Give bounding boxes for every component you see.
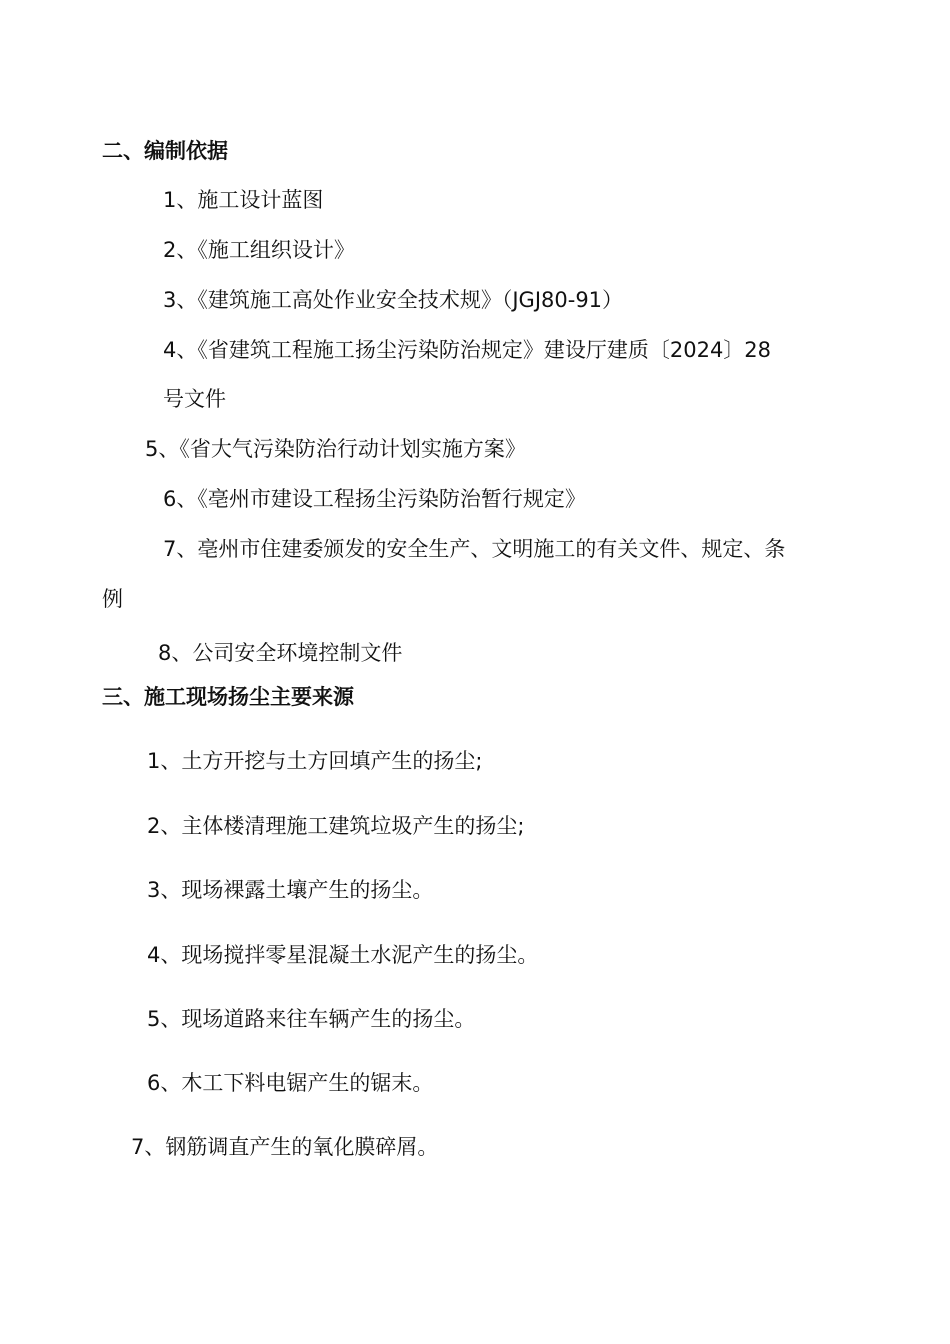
section-heading-dust-sources: 三、施工现场扬尘主要来源 — [102, 685, 354, 709]
section-heading-basis: 二、编制依据 — [102, 139, 228, 163]
list-item: 7、亳州市住建委颁发的安全生产、文明施工的有关文件、规定、条 — [163, 537, 786, 561]
list-item: 8、公司安全环境控制文件 — [158, 641, 403, 665]
list-item-continuation: 例 — [102, 587, 123, 611]
list-item: 1、施工设计蓝图 — [163, 188, 324, 212]
list-item: 5、现场道路来往车辆产生的扬尘。 — [147, 1007, 476, 1031]
list-item: 5、《省大气污染防治行动计划实施方案》 — [145, 437, 526, 461]
list-item: 6、《亳州市建设工程扬尘污染防治暂行规定》 — [163, 487, 586, 511]
list-item: 6、木工下料电锯产生的锯末。 — [147, 1071, 434, 1095]
list-item: 2、《施工组织设计》 — [163, 238, 355, 262]
list-item-continuation: 号文件 — [163, 387, 226, 411]
list-item: 2、主体楼清理施工建筑垃圾产生的扬尘; — [147, 814, 525, 838]
list-item: 3、《建筑施工高处作业安全技术规》（JGJ80-91） — [163, 288, 624, 312]
list-item: 7、钢筋调直产生的氧化膜碎屑。 — [131, 1135, 439, 1159]
list-item: 4、《省建筑工程施工扬尘污染防治规定》建设厅建质〔2024〕28 — [163, 338, 772, 362]
list-item: 4、现场搅拌零星混凝土水泥产生的扬尘。 — [147, 943, 539, 967]
list-item: 3、现场裸露土壤产生的扬尘。 — [147, 878, 434, 902]
list-item: 1、土方开挖与土方回填产生的扬尘; — [147, 749, 483, 773]
